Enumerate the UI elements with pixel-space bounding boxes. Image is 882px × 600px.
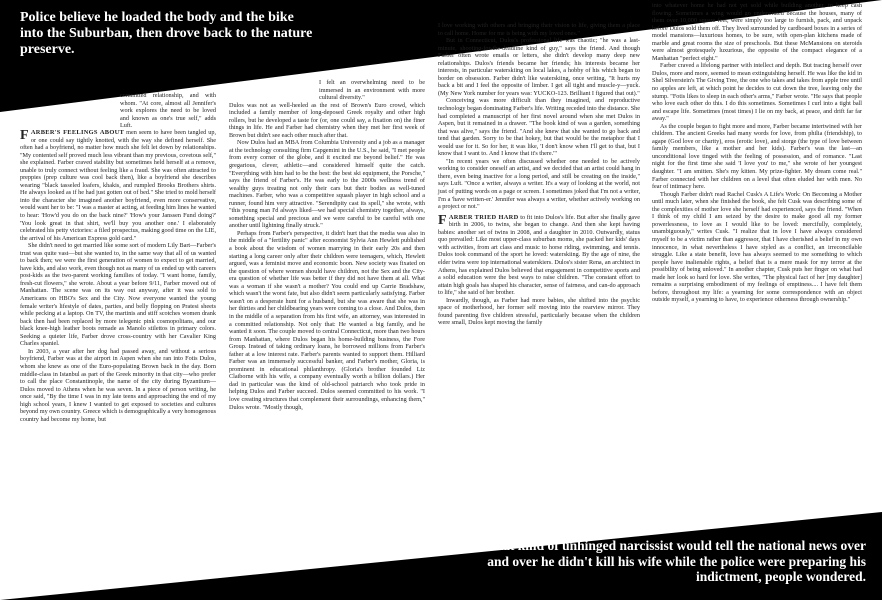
col3-paragraph-3: "In recent years we often discussed whether one needed to be actively working to consider oneself an artist, and we decided that an artist could hang in there, even being inactive for a long period, and still be creating on the inside," says Luft. "Once a writer, always a writer. It's a way of looking at the world, not just of putting words on a page or screen. I sometimes joked that I'm not a writer, I'm a 'have written-er.' Jennifer was always a writer, whether actively working on a project or not.": [438, 157, 640, 211]
col4-paragraph-2: As the couple began to fight more and more, Farber became intertwined with her children. The ancient Greeks had many words for love, from philia (friendship), to agape (God love or charity), eros (erotic love), and storge (the type of love between family members, like a mother and her kids). Farber's was the last—an unconditional love tinged with the feeling of possession, and of romance. "Last night for the first time she said 'I love you' to me," she wrote of her youngest daughter. "I am smitten. She's my kitten. My prize-fighter. My dream come real." Farber connected with her children on a level that often eluded her with men. No fear of intimacy here.: [652, 122, 862, 191]
col2-paragraph-2: Now Dulos had an MBA from Columbia University and a job as a manager at the technology consulting firm Capgemini in the U.S., he said, "I met people from every corner of the globe, and it excited me beyond belief." He was gregarious, clever, athletic—and considered himself quite the catch. "Everything with him had to be the best: the best ski equipment, the Porsche," says the friend of Farber's. He was early to the 2000s wellness trend of wealthy guys treating not only their cars but their bodies as well-tuned machines. Farber, who was a competitive squash player in high school and a runner, found him very attractive. "Serendipity cast its spell," she wrote, with "this young man I'd always liked—we had special chemistry together, always, something special and precious and we were careful to be careful with one another until lightning finally struck.": [229, 139, 425, 230]
col4-paragraph-1: Farber craved a lifelong partner with intellect and depth. But tracing herself over Dulos, more and more, seemed to mean extinguishing herself. He was like the kid in Shel Silverstein's The Giving Tree, the one who takes and takes from apple tree until no apples are left, at which point he decides to cut down the tree, leaving only the stump. "Fotis likes to sleep in each other's arms," Farber wrote. "He says that people who love each other do this. I do this sometimes. Sometimes I curl into a tight ball and escape life. Sometimes (most times) I lie on my back, at peace, and drift far far away.": [652, 62, 862, 123]
col3-paragraph-2: Conceiving was more difficult than they imagined, and reproductive technology began dominating Farber's life. Writing receded into the distance. She had completed a manuscript of her first novel around when she met Dulos in Aspen, but it remained in a drawer. "The book kind of was a garden, something that was alive," says the friend. "And she knew that she wanted to go back and tend that garden. Sorry to be that hokey, but that would be the metaphor that I would use for it. So for her, it was like, 'I don't know when I'll get to that, but I know that I want to. And I know that it's there.'": [438, 97, 640, 158]
section-dropcap: FARBER'S FEELINGS ABOUT: [20, 128, 125, 143]
col3-paragraph-1: But in Connecticut, Dulos's professional life was chaotic; "he was a last-minute, shooting-for-the-deadline kind of guy," says the friend. And though Farber often wrote emails or letters, she didn't develop many deep new relationships. Dulos's friends became her friends; his interests became her interests, in particular waterskiing on local lakes, a hobby of his which began to border on obsession. Farber didn't like waterskiing, once writing, "It hurts my back a bit and I feel the opposite of limber. I get all tight and muscle-y—yuck. (My New York number for years was: YUCKO-123. Brilliant I figured that out).": [438, 37, 640, 97]
col4-lead-text: into whatever home he had not yet sold while building another, to keep cash flowing. Sometimes a wing would go undecorated because the houses, many of them over 10,000 square feet, were simply too large to furnish, pack, and unpack before Dulos sold them off. They lived surrounded by cardboard boxes in a series of model mansions—luxurious homes, to be sure, with open-plan kitchens made of marble and great rooms the size of preschools. But these McMansions on steroids were almost grotesquely luxurious, the opposite of the compact elegance of a Manhattan "perfect eight.": [652, 2, 862, 62]
page-folio: [20, 581, 84, 587]
col1-lead-text: committed relationship, and with whom. "At core, almost all Jennifer's work explores the need to be loved and known as one's true self," adds Luft.: [120, 92, 216, 130]
pull-quote-top: Police believe he loaded the body and the bike into the Suburban, then drove back to the nature preserve.: [20, 10, 313, 57]
article-column-3: [438, 22, 640, 327]
col4-paragraph-3: Though Farber didn't read Rachel Cusk's A Life's Work: On Becoming a Mother until much later, when she finished the book, she felt Cusk was describing some of the complexities of mother love she herself had experienced, says the friend. "When I think of my child I am seized by the desire to make good all my former powerlessness, to love as I would like to be loved: mercifully, completely, unambiguously," writes Cusk. "I realize that in love I have always considered myself to be a victim rather than aggressor, that I have cherished a belief in my own innocence, in what nevertheless I have styled as a conflict, an irreconcilable struggle. Like a state benefit, love has always seemed to me something to which people have inalienable rights, a belief that is a mere mask for my terror at the possibility of being unloved." In another chapter, Cusk puts her finger on what had made her look so hard for love. She writes, "The physical fact of her [my daughter] remains a surprising embodiment of my feelings of emptiness.... I have felt them before, throughout my life: a yearning for some correspondence with an object outside myself, a yearning to have, to experience otherness through ownership.": [652, 190, 862, 304]
col1-paragraph-3: In 2003, a year after her dog had passed away, and without a serious boyfriend, Farber was at the airport in Aspen when she ran into Fotis Dulos, whom she knew as one of the Euro-populating Brown back in the day. Born middle-class in Istanbul as part of the Greek minority in that city—who prefer to call the place Constantinople, the name of the city during Byzantium—Dulos moved to Athens when he was seven. In a piece of person writing, he once said, "By the time I was in my late teens and approaching the end of my high school years, I knew I wanted to get exposed to societies and cultures beyond my own country. Greece which is demographically a very homogenous country had become my home, but: [20, 347, 216, 423]
col3-paragraph-4: FARBER TRIED HARD to fit into Dulos's life. But after she finally gave birth in 2006, to twins, she began to change. And then she kept having babies: another set of twins in 2008, and a daughter in 2010. Outwardly, status quo prevailed: Like most upper-class suburban moms, she packed her kids' days with activities, from art class and music to horse riding, swimming, and tennis. Dulos took command of the sport he loved: waterskiing. By the age of nine, the elder twins were top international waterskiers. Dulos's sister Rena, an architect in Athens, has explained Dulos believed that engagement in competitive sports and a solid education were the best ways to raise children. "The constant effort to attain high goals has shaped his character, sense of fairness, and can-do approach to life," she said of her brother.: [438, 212, 641, 297]
col3-lead-text: I love working with others and bringing their vision to life, giving them a place to call home. Home for me is being with my loved ones.": [438, 22, 640, 37]
col3-paragraph-5: Inwardly, though, as Farber had more babies, she shifted into the psychic space of motherhood, her former self moving into the rearview mirror. They found parenting five children stressful, particularly because when the children were small, Dulos kept moving the family: [438, 296, 640, 327]
section-dropcap-2: FARBER TRIED HARD: [438, 212, 519, 228]
col2-lead-text: I felt an overwhelming need to be immersed in an environment with more cultural diversity.": [319, 79, 425, 102]
col2-paragraph-3: Perhaps from Farber's perspective, it didn't hurt that the media was also in the middle of a "fertility panic" after economist Sylvia Ann Hewlett published a book about the wisdom of women marrying in their early 20s and then starting a long career only after their children were teenagers, which, Hewlett argued, was a feminist move and economic boon. New society was fixated on the question of where women should have children, not the Sex and the City-era question of whether life was better if they did not have them at all. What was a woman if she wasn't a mother? You could end up Carrie Bradshaw, which wasn't the worst fate, but also didn't seem particularly satisfying. Farber wasn't on a desperate hunt for a husband, but she was aware that she was in her thirties and her childbearing years were coming to a close. And Dulos, then in the middle of a separation from his first wife, an attorney, was interested in a committed relationship. Not only that: He wanted a big family, and he wanted it soon. The couple moved to central Connecticut, more than two hours from Manhattan, where Dulos began his home-building business, the Fore Group. Instead of taking ordinary loans, he borrowed millions from Farber's father at a low interest rate. Farber's parents wanted to support them. Hilliard Farber was an immensely successful banker, and Farber's mother, Gloria, is prominent in educational philanthropy. (Gloria's brother founded Liz Claiborne with his wife, a company eventually worth a billion dollars.) Her dad in particular was the kind of old-school patriarch who took pride in helping Dulos and Farber succeed. Dulos seemed committed to his work. "I love creating structures that complement their surroundings, enhancing them," Dulos wrote. "Mostly though,: [229, 229, 425, 411]
page-number: 84: [20, 581, 29, 587]
col1-paragraph-1: FARBER'S FEELINGS ABOUT men seem to have been tangled up, or one could say tightly knotted, with the way she defined herself. She often had a boyfriend, no matter how much she felt let down by relationships. "My contented self proved much less vibrant than my previous, covetous self," she explained. Farber craved stability but sometimes held herself at a remove, unable to truly connect without feeling like a fraud. She was often attracted to preppies (prep culture was cool back then), like a boyfriend she describes wearing "black tasseled loafers, khakis, and rumpled Brooks Brothers shirts. He always looked as if he had just gotten out of bed." She tried to mold herself into the character she imagined another boyfriend, even more conservative, would want her to be: "I was a master at acting, at feeding him lines he wanted to hear: 'How'd you do on the back nine?' 'How's your Janssen Fund doing?' 'You look great in that shirt, we'll buy you another one.' I elaborately celebrated his petty victories: a filed prospectus, making good time on the LIE, the arrival of his American Express gold card.": [20, 128, 216, 242]
col1-paragraph-2: She didn't need to get married like some sort of modern Lily Bart—Farber's trust was quite vast—but she wanted to, in the same way that all of us wanted to back then; we were the first generation of women to expect to get married, have kids, and also work, even though not as many of us ended up with careers post-kids as the two-parent working families of today. "I want home, family, fresh-cut flowers," she wrote. About a year before 9/11, Farber moved out of Manhattan. The scene was on its way out anyway, after it was sold to Americans on HBO's Sex and the City. Now everyone wanted the young female writer's lifestyle of dates, parties, and belly flopping on Pratesi sheets while pecking at a laptop. On TV, the martinis and stiff scotches women drank back then had been replaced by more telegenic pink cosmopolitans, and our black knee-high leather boots remade as Manolo stilettos in primary colors. Seeking a quieter life, Farber drove cross-country with her Cavalier King Charles spaniel.: [20, 242, 216, 348]
pull-quote-bottom: What kind of unhinged narcissist would tell the national news over and over he didn't kill his wife while the police were preparing his indictment, people wondered.: [482, 538, 866, 584]
col2-paragraph-1: Dulos was not as well-heeled as the rest of Brown's Euro crowd, which included a family member of long-deposed Greek royalty and other high rollers, but he developed a taste for (or, one could say, a fixation on) the finer things in life. He and Farber had chemistry when they met her first week of Brown but didn't see each other much after that.: [229, 101, 425, 139]
article-column-1: [20, 129, 216, 423]
article-column-2: [229, 79, 425, 411]
article-column-4: [652, 2, 862, 304]
magazine-name: VANITY FAIR: [37, 581, 84, 587]
